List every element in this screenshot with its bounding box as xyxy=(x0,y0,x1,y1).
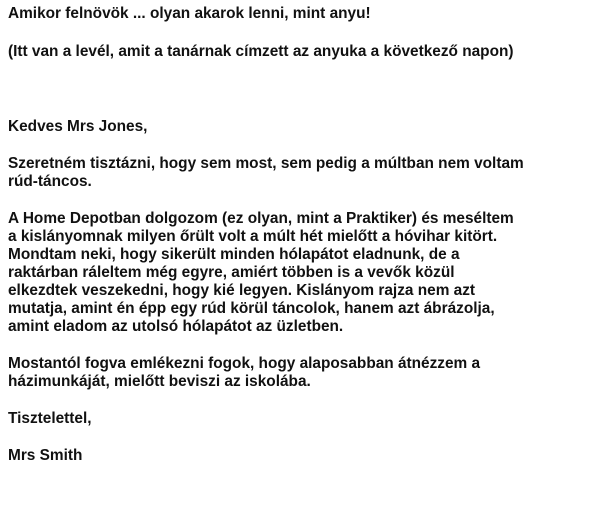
letter-title: Amikor felnövök ... olyan akarok lenni, mint anyu! xyxy=(8,5,371,22)
paragraph-line: elkezdtek veszekedni, hogy kié legyen. Kislányom rajza nem azt xyxy=(8,282,476,299)
spacer xyxy=(8,61,598,118)
paragraph-line: raktárban ráleltem még egyre, amiért többen is a vevők közül xyxy=(8,264,455,281)
spacer xyxy=(8,391,598,410)
paragraph-line: Mondtam neki, hogy sikerült minden hólapátot eladnunk, de a xyxy=(8,246,460,263)
paragraph-2 xyxy=(8,210,598,336)
spacer xyxy=(8,336,598,355)
letter-signature: Mrs Smith xyxy=(8,447,83,464)
paragraph-line: házimunkáját, mielőtt beviszi az iskolába. xyxy=(8,373,311,390)
paragraph-1 xyxy=(8,155,598,191)
spacer xyxy=(8,136,598,155)
paragraph-line: Mostantól fogva emlékezni fogok, hogy alaposabban átnézzem a xyxy=(8,355,481,372)
letter-subtitle: (Itt van a levél, amit a tanárnak címzett az anyuka a következő napon) xyxy=(8,43,514,60)
spacer xyxy=(8,191,598,210)
paragraph-line: Szeretném tisztázni, hogy sem most, sem pedig a múltban nem voltam xyxy=(8,155,524,172)
letter-greeting: Kedves Mrs Jones, xyxy=(8,118,148,135)
letter-closing: Tisztelettel, xyxy=(8,410,92,427)
letter-document xyxy=(8,5,598,465)
paragraph-line: amint eladom az utolsó hólapátot az üzletben. xyxy=(8,318,344,335)
paragraph-line: mutatja, amint én épp egy rúd körül táncolok, hanem azt ábrázolja, xyxy=(8,300,495,317)
paragraph-line: a kislányomnak milyen őrült volt a múlt hét mielőtt a hóvihar kitört. xyxy=(8,228,498,245)
paragraph-line: rúd-táncos. xyxy=(8,173,92,190)
spacer xyxy=(8,428,598,447)
spacer xyxy=(8,23,598,43)
paragraph-line: A Home Depotban dolgozom (ez olyan, mint a Praktiker) és meséltem xyxy=(8,210,514,227)
paragraph-3 xyxy=(8,355,598,391)
